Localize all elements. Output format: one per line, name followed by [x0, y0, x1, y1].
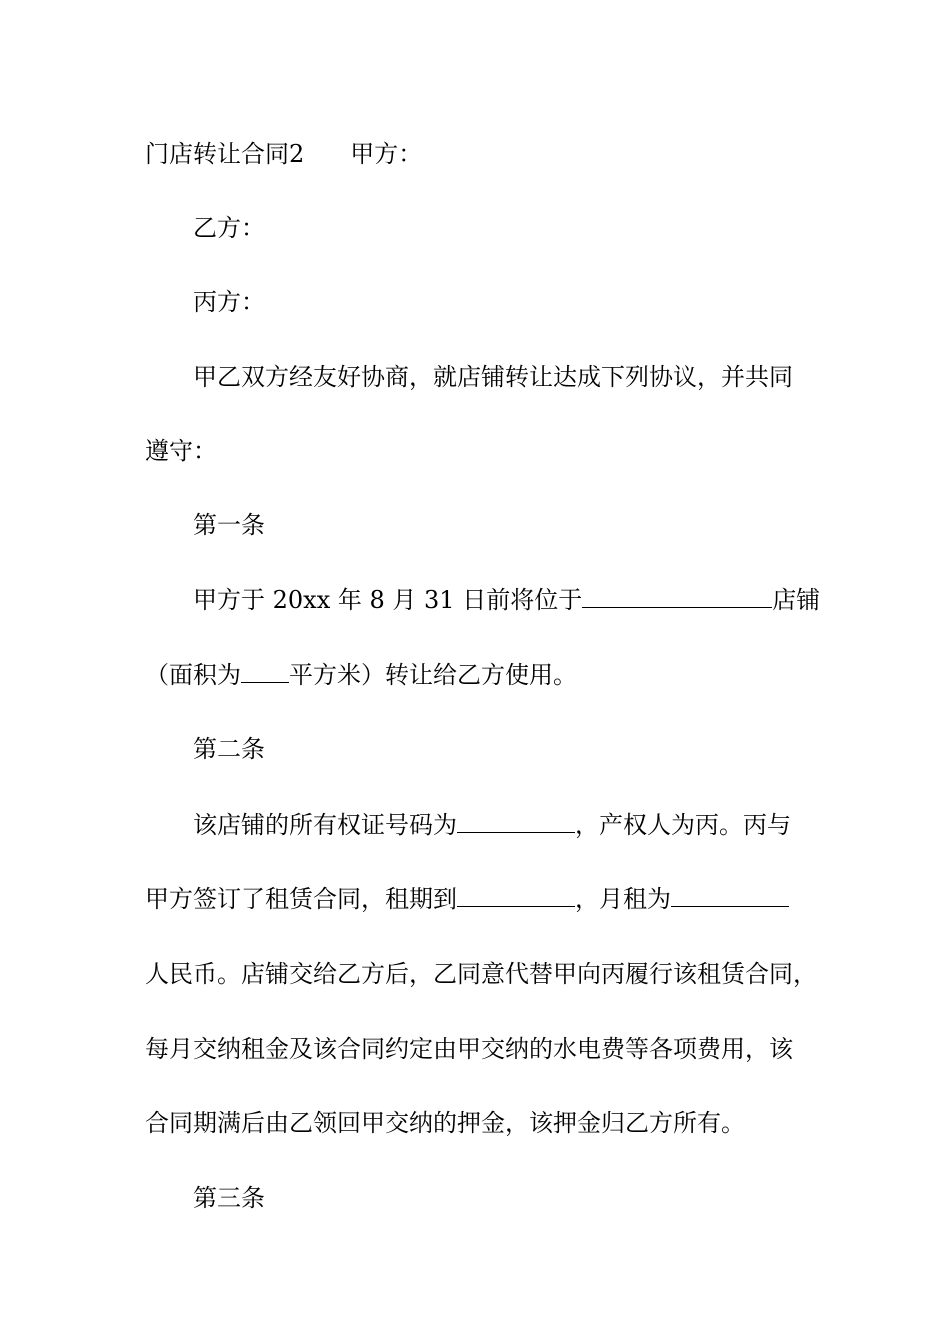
- intro-text-1: 甲乙双方经友好协商，就店铺转让达成下列协议，并共同: [193, 363, 793, 391]
- article-1-heading-text: 第一条: [193, 511, 265, 539]
- article-1-heading: [193, 509, 858, 541]
- article-2-text-3: 人民币。店铺交给乙方后，乙同意代替甲向丙履行该租赁合同，: [145, 960, 817, 988]
- article-2-line-4: [145, 1033, 810, 1065]
- lease-term-blank: [457, 884, 575, 907]
- intro-paragraph-line-1: [193, 361, 858, 393]
- intro-paragraph-line-2: [145, 435, 810, 467]
- article-2-line-5: [145, 1107, 810, 1139]
- article-2-line-3: [145, 958, 817, 990]
- article-2-text-2a: 甲方签订了租赁合同，租期到: [145, 885, 457, 913]
- article-3-heading: [193, 1182, 858, 1214]
- shop-location-blank: [582, 585, 772, 608]
- party-b-line: [193, 212, 858, 244]
- article-3-heading-text: 第三条: [193, 1184, 265, 1212]
- party-c-line: [193, 286, 858, 318]
- article-1-line-1: [193, 584, 858, 616]
- article-2-text-1a: 该店铺的所有权证号码为: [193, 811, 457, 839]
- certificate-number-blank: [457, 810, 575, 833]
- article-2-text-5: 合同期满后由乙领回甲交纳的押金，该押金归乙方所有。: [145, 1109, 745, 1137]
- title-line: [145, 138, 810, 170]
- article-1-text-2b: 平方米）转让给乙方使用。: [289, 661, 577, 689]
- article-1-text-1b: 店铺: [772, 586, 821, 614]
- article-2-text-1b: ，产权人为丙。丙与: [575, 811, 791, 839]
- document-title: 门店转让合同2: [145, 140, 305, 168]
- party-c-label: 丙方：: [193, 288, 265, 316]
- article-1-text-2a: （面积为: [145, 661, 241, 689]
- article-2-heading: [193, 733, 858, 765]
- party-a-label: 甲方：: [350, 140, 423, 168]
- article-2-line-1: [193, 809, 858, 841]
- party-b-label: 乙方：: [193, 214, 265, 242]
- article-2-text-4: 每月交纳租金及该合同约定由甲交纳的水电费等各项费用，该: [145, 1035, 793, 1063]
- area-blank: [241, 660, 289, 683]
- intro-text-2: 遵守：: [145, 437, 217, 465]
- article-2-line-2: [145, 883, 810, 915]
- article-1-line-2: [145, 659, 810, 691]
- article-2-heading-text: 第二条: [193, 735, 265, 763]
- article-2-text-2b: ，月租为: [575, 885, 671, 913]
- monthly-rent-blank: [671, 884, 789, 907]
- article-1-text-1a: 甲方于 20xx 年 8 月 31 日前将位于: [193, 586, 583, 614]
